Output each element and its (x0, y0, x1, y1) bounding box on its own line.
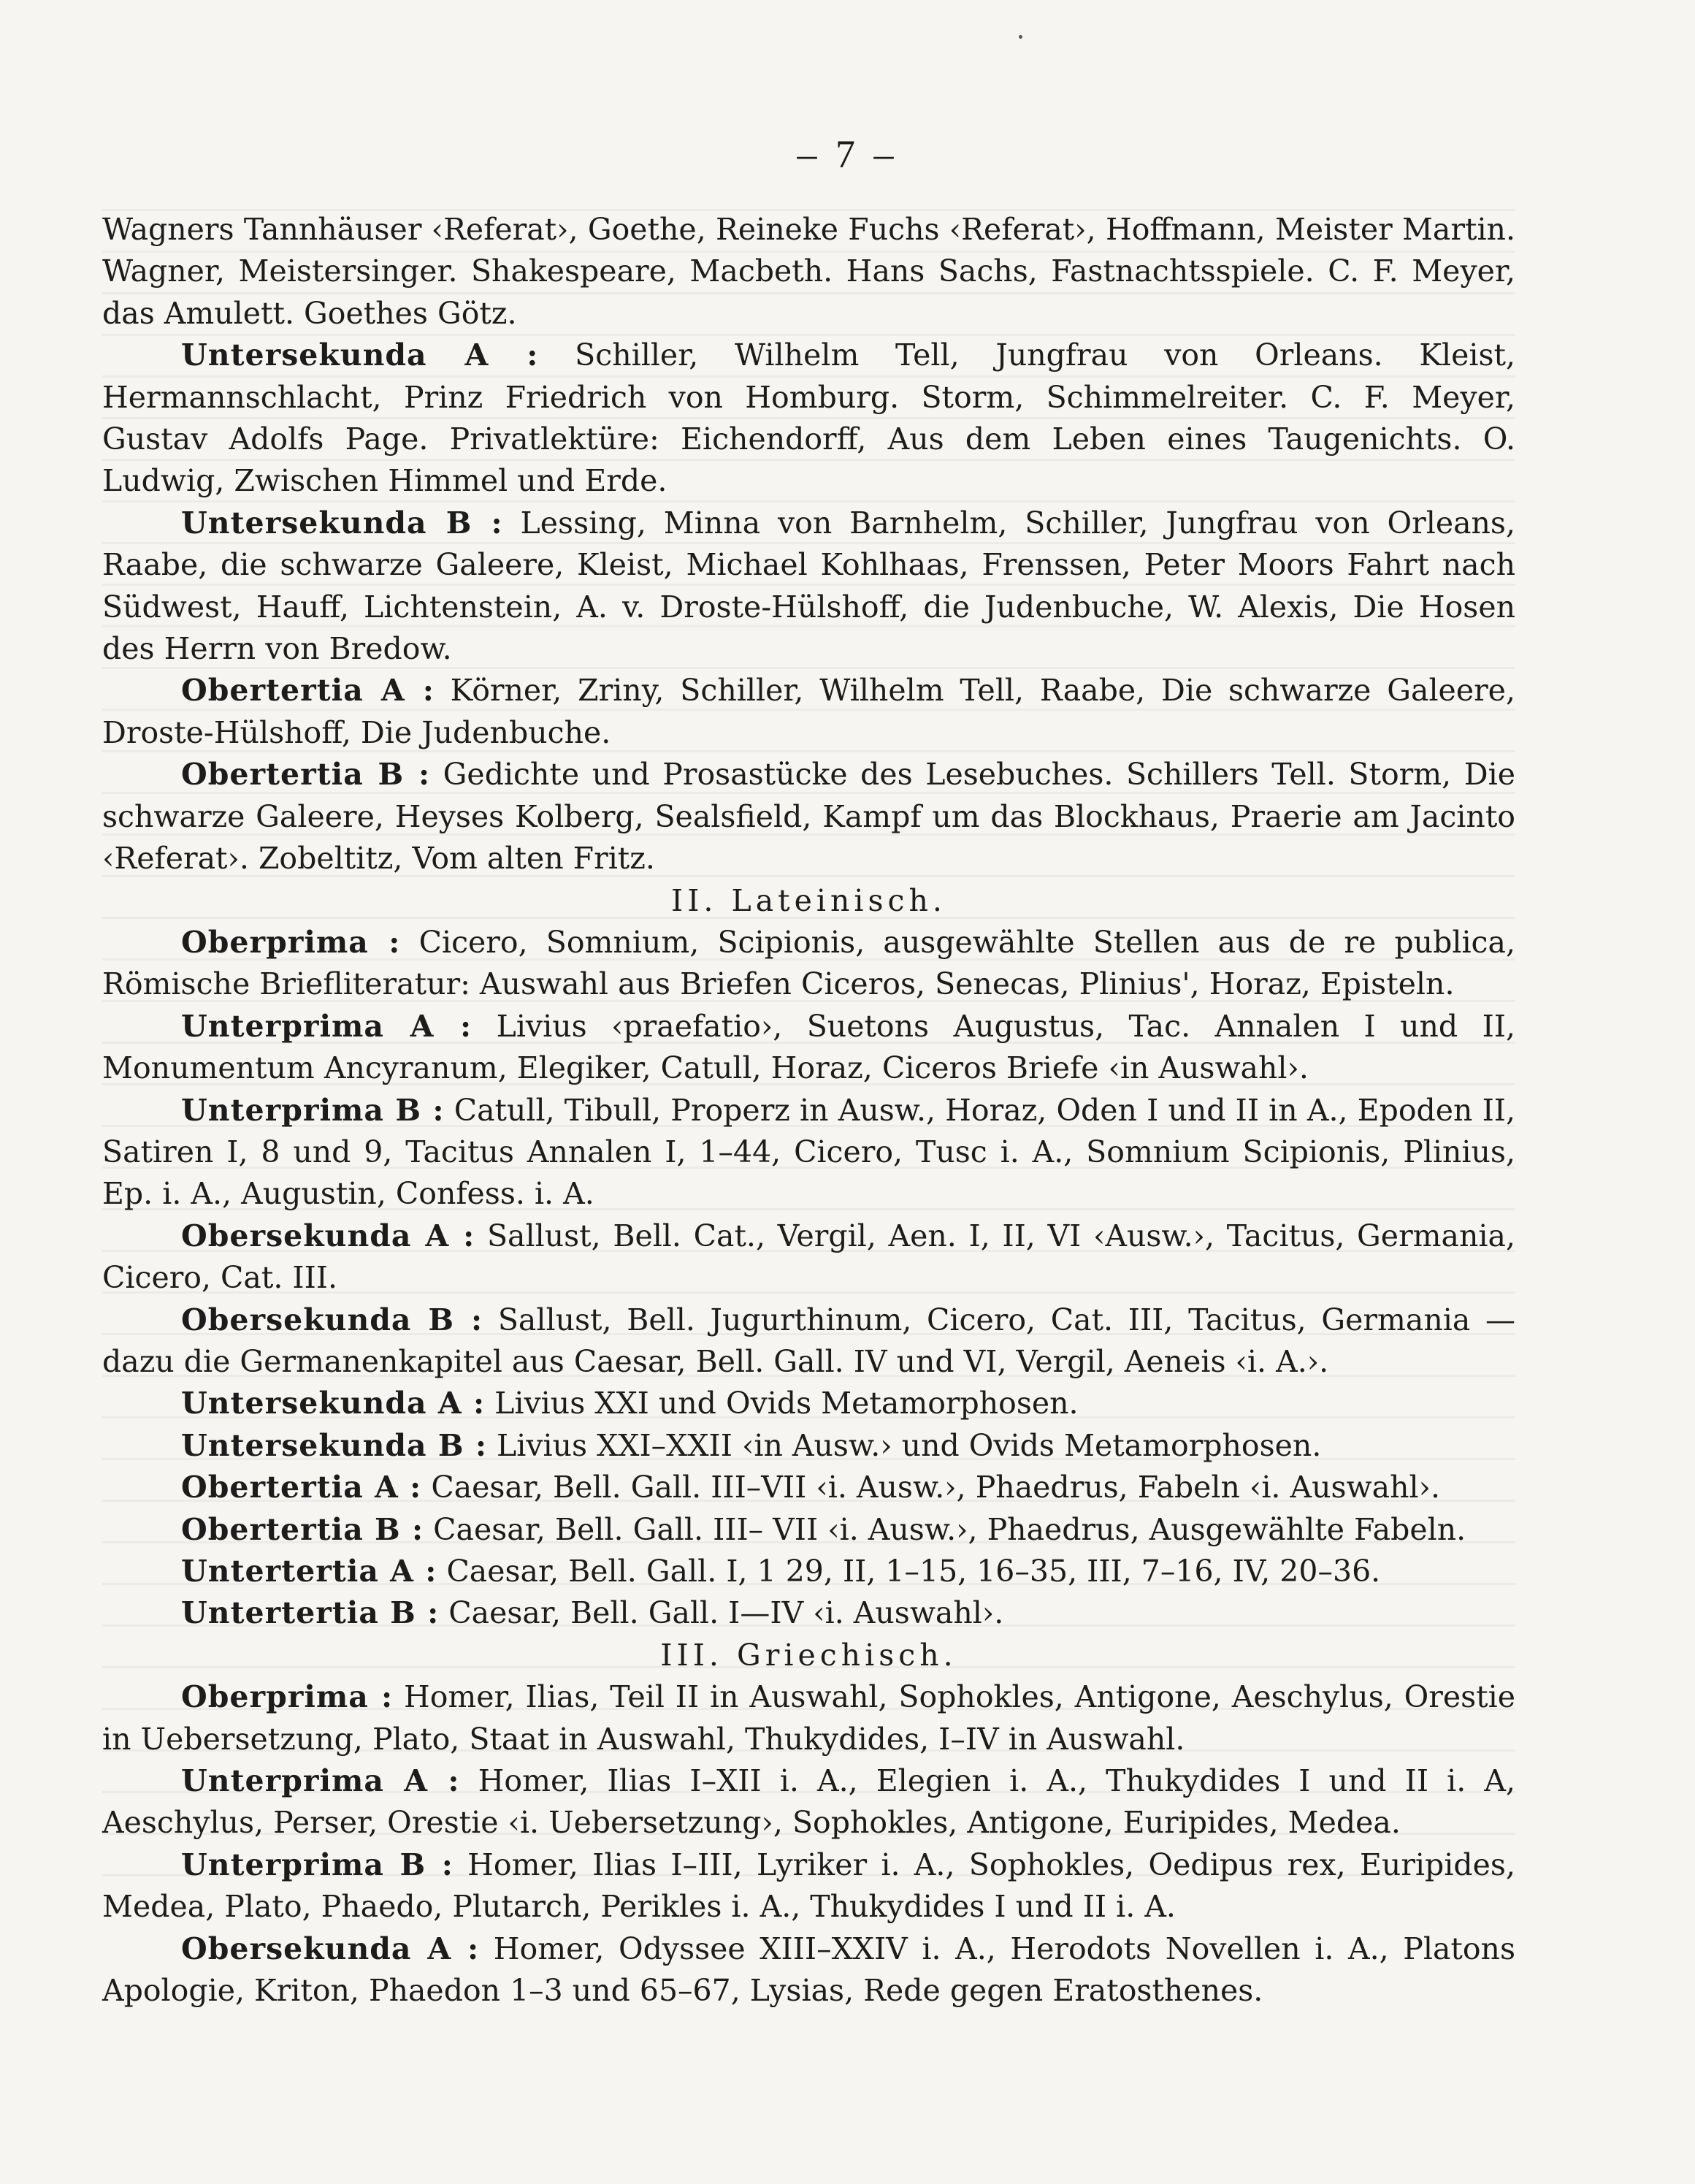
print-speck (1019, 35, 1022, 39)
paragraph-text: Caesar, Bell. Gall. I—IV ‹i. Auswahl›. (448, 1595, 1004, 1631)
class-label: Obersekunda A : (181, 1218, 475, 1253)
class-label: Untertertia B : (181, 1595, 440, 1631)
paragraph-text: Homer, Ilias, Teil II in Auswahl, Sophokles, Antigone, Aeschylus, Orestie in Uebersetzung, Plato, Staat in Auswahl, Thukydides, I–IV in Auswahl. (102, 1679, 1515, 1757)
paragraph-text: Livius ‹praefatio›, Suetons Augustus, Tac. Annalen I und II, Monumentum Ancyranum, Elegiker, Catull, Horaz, Ciceros Briefe ‹in Auswahl›. (102, 1008, 1515, 1086)
paragraph-text: Cicero, Somnium, Scipionis, ausgewählte Stellen aus de re publica, Römische Briefliteratur: Auswahl aus Briefen Ciceros, Senecas, Plinius', Horaz, Episteln. (102, 924, 1515, 1002)
paragraph (102, 754, 1515, 879)
paragraph-text: Livius XXI–XXII ‹in Ausw.› und Ovids Metamorphosen. (497, 1427, 1322, 1463)
page-number: – 7 – (797, 132, 898, 176)
body-text (102, 209, 1515, 2012)
paragraph (102, 1215, 1515, 1299)
paragraph-text: Catull, Tibull, Properz in Ausw., Horaz, Oden I und II in A., Epoden II, Satiren I, 8 und 9, Tacitus Annalen I, 1–44, Cicero, Tusc i. A., Somnium Scipionis, Plinius, Ep. i. A., Augustin, Confess. i. A. (102, 1092, 1515, 1212)
paragraph (102, 1425, 1515, 1467)
paragraph-text: Caesar, Bell. Gall. I, 1 29, II, 1–15, 16–35, III, 7–16, IV, 20–36. (446, 1554, 1381, 1589)
paragraph (102, 335, 1515, 503)
class-label: Obertertia A : (181, 1470, 422, 1505)
class-label: Untersekunda B : (181, 1427, 487, 1463)
paragraph (102, 1509, 1515, 1551)
paragraph (102, 503, 1515, 671)
class-label: Unterprima A : (181, 1008, 472, 1044)
paragraph-text: Caesar, Bell. Gall. III–VII ‹i. Ausw.›, Phaedrus, Fabeln ‹i. Auswahl›. (431, 1470, 1441, 1505)
paragraph-text: Lessing, Minna von Barnhelm, Schiller, Jungfrau von Orleans, Raabe, die schwarze Galeere, Kleist, Michael Kohlhaas, Frenssen, Peter Moors Fahrt nach Südwest, Hauff, Lichtenstein, A. v. Droste-Hülshoff, die Judenbuche, W. Alexis, Die Hosen des Herrn von Bredow. (102, 505, 1515, 667)
paragraph (102, 1467, 1515, 1508)
class-label: Untersekunda B : (181, 505, 503, 541)
class-label: Obersekunda A : (181, 1931, 480, 1966)
class-label: Unterprima B : (181, 1847, 454, 1882)
class-label: Unterprima A : (181, 1763, 460, 1799)
section-heading: II. Lateinisch. (671, 882, 946, 918)
paragraph (102, 1006, 1515, 1090)
class-label: Oberprima : (181, 1679, 394, 1715)
class-label: Obertertia B : (181, 1511, 424, 1547)
class-label: Oberprima : (181, 924, 401, 960)
paragraph (102, 922, 1515, 1006)
section-heading: III. Griechisch. (660, 1637, 957, 1673)
paragraph (102, 1299, 1515, 1383)
paragraph-text: Körner, Zriny, Schiller, Wilhelm Tell, Raabe, Die schwarze Galeere, Droste-Hülshoff, Die Judenbuche. (102, 673, 1515, 750)
paragraph-text: Homer, Ilias I–III, Lyriker i. A., Sophokles, Oedipus rex, Euripides, Medea, Plato, Phaedo, Plutarch, Perikles i. A., Thukydides I und II i. A. (102, 1847, 1515, 1925)
paragraph-text: Caesar, Bell. Gall. III– VII ‹i. Ausw.›, Phaedrus, Ausgewählte Fabeln. (433, 1511, 1466, 1547)
paragraph (102, 1760, 1515, 1844)
paragraph-text: Homer, Ilias I–XII i. A., Elegien i. A., Thukydides I und II i. A, Aeschylus, Perser, Orestie ‹i. Uebersetzung›, Sophokles, Antigone, Euripides, Medea. (102, 1763, 1515, 1841)
class-label: Untertertia A : (181, 1554, 437, 1589)
paragraph (102, 1383, 1515, 1424)
paragraph (102, 1090, 1515, 1215)
paragraph (102, 1844, 1515, 1928)
paragraph-text: Sallust, Bell. Cat., Vergil, Aen. I, II, VI ‹Ausw.›, Tacitus, Germania, Cicero, Cat. III. (102, 1218, 1515, 1296)
paragraph-text: Livius XXI und Ovids Metamorphosen. (494, 1386, 1079, 1421)
paragraph-text: Schiller, Wilhelm Tell, Jungfrau von Orleans. Kleist, Hermannschlacht, Prinz Friedrich von Homburg. Storm, Schimmelreiter. C. F. Meyer, Gustav Adolfs Page. Privatlektüre: Eichendorff, Aus dem Leben eines Taugenichts. O. Ludwig, Zwischen Himmel und Erde. (102, 337, 1515, 499)
paragraph-text: Gedichte und Prosastücke des Lesebuches. Schillers Tell. Storm, Die schwarze Galeere, Heyses Kolberg, Sealsfield, Kampf um das Blockhaus, Praerie am Jacinto ‹Referat›. Zobeltitz, Vom alten Fritz. (102, 757, 1515, 877)
paragraph (102, 1592, 1515, 1634)
class-label: Obertertia A : (181, 673, 435, 709)
paragraph (102, 209, 1515, 335)
paragraph-text: Wagners Tannhäuser ‹Referat›, Goethe, Reineke Fuchs ‹Referat›, Hoffmann, Meister Martin. Wagner, Meistersinger. Shakespeare, Macbeth. Hans Sachs, Fastnachtsspiele. C. F. Meyer, das Amulett. Goethes Götz. (102, 212, 1515, 331)
paragraph (102, 1928, 1515, 2012)
class-label: Obersekunda B : (181, 1302, 483, 1337)
class-label: Unterprima B : (181, 1092, 445, 1128)
paragraph (102, 1676, 1515, 1760)
class-label: Untersekunda A : (181, 1386, 486, 1421)
paragraph-text: Homer, Odyssee XIII–XXIV i. A., Herodots Novellen i. A., Platons Apologie, Kriton, Phaedon 1–3 und 65–67, Lysias, Rede gegen Eratosthenes. (102, 1931, 1515, 2009)
class-label: Obertertia B : (181, 757, 431, 793)
paragraph-text: Sallust, Bell. Jugurthinum, Cicero, Cat. III, Tacitus, Germania — dazu die Germanenkapitel aus Caesar, Bell. Gall. IV und VI, Vergil, Aeneis ‹i. A.›. (102, 1302, 1515, 1379)
class-label: Untersekunda A : (181, 337, 539, 373)
paragraph (102, 670, 1515, 754)
paragraph (102, 1551, 1515, 1592)
